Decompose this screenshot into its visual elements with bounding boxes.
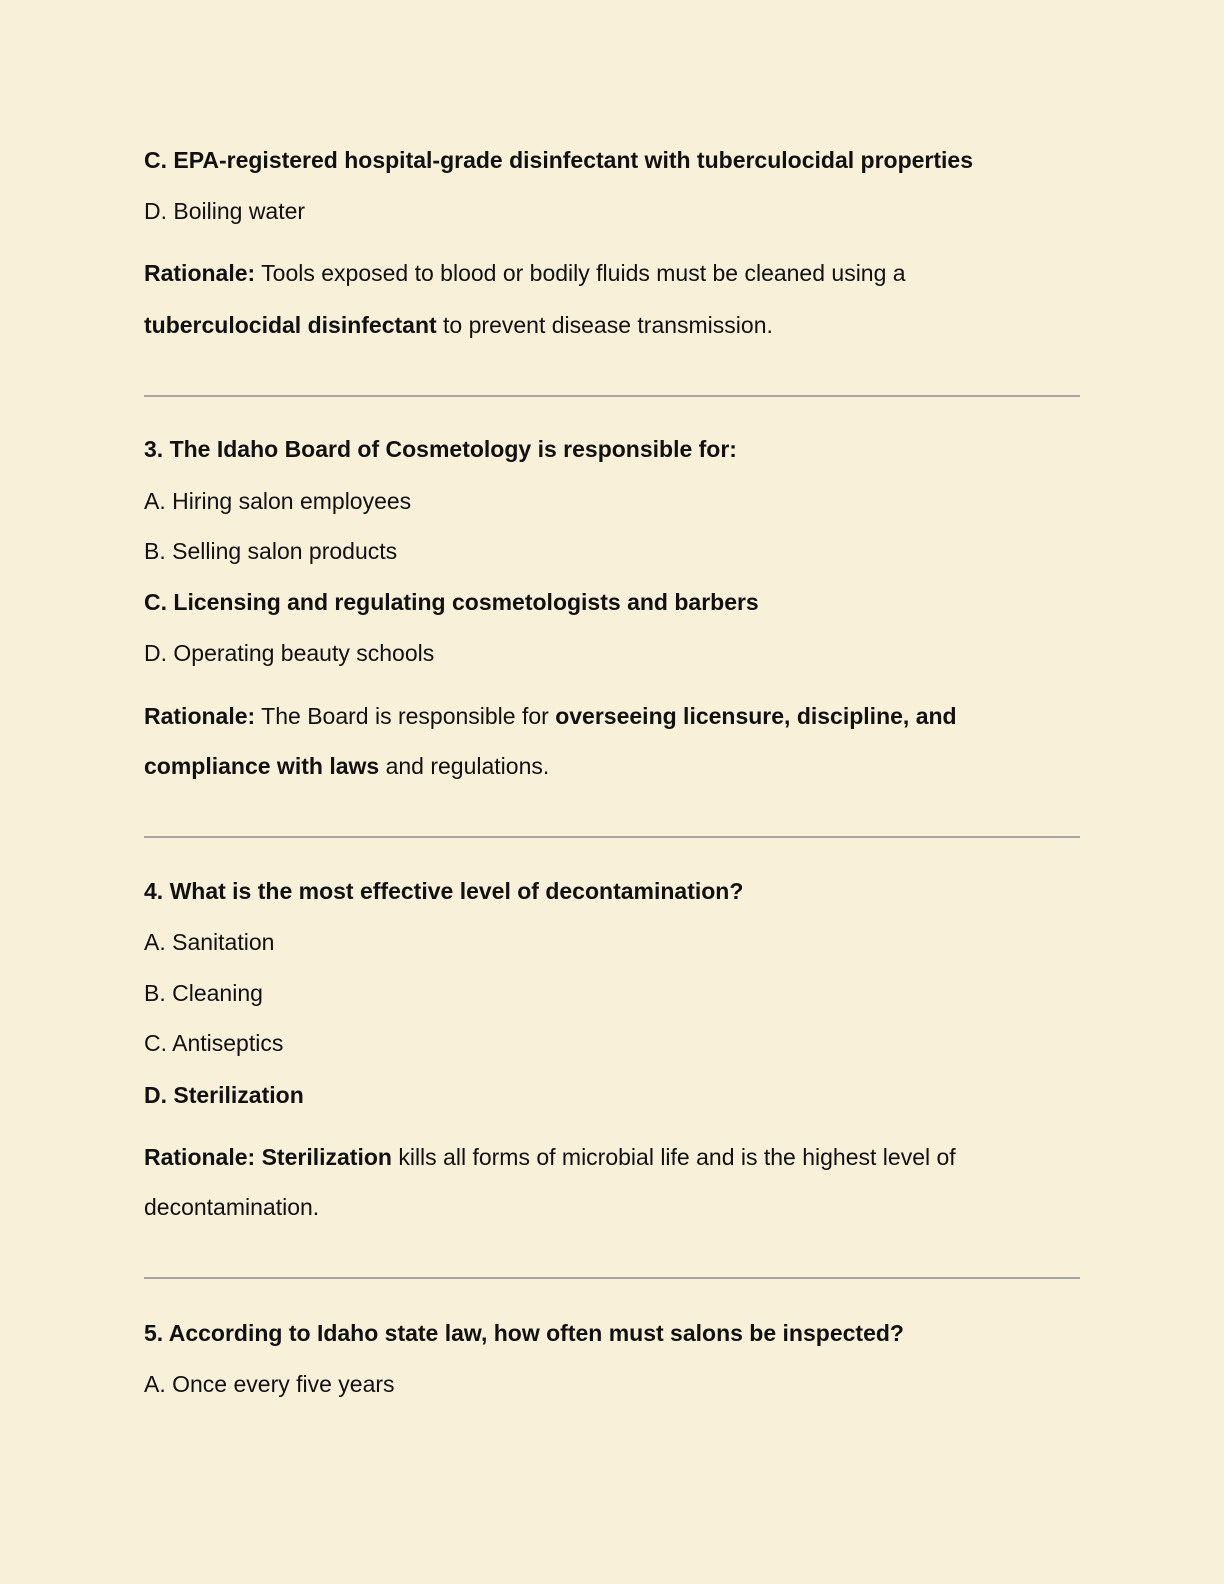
- q4-option-c: C. Antiseptics: [144, 1030, 284, 1056]
- rationale-label: Rationale:: [144, 260, 256, 286]
- q2-rationale-line-1: Rationale: Tools exposed to blood or bodily fluids must be cleaned using a: [144, 260, 906, 286]
- q2-option-c-correct: C. EPA-registered hospital-grade disinfectant with tuberculocidal properties: [144, 147, 973, 173]
- q4-option-a: A. Sanitation: [144, 929, 275, 955]
- q3-option-b: B. Selling salon products: [144, 538, 398, 564]
- rationale-label: Rationale:: [144, 703, 256, 729]
- q2-rationale-line-2: tuberculocidal disinfectant to prevent disease transmission.: [144, 312, 773, 338]
- q4-rationale-line-2: decontamination.: [144, 1194, 320, 1220]
- q3-rationale-line-2: compliance with laws and regulations.: [144, 753, 550, 779]
- section-divider: [144, 395, 1080, 397]
- q4-rationale-line-1: Rationale: Sterilization kills all forms of microbial life and is the highest level of: [144, 1144, 956, 1170]
- q2-option-d: D. Boiling water: [144, 198, 306, 224]
- q5-question: 5. According to Idaho state law, how often must salons be inspected?: [144, 1320, 904, 1346]
- q4-option-d-correct: D. Sterilization: [144, 1082, 304, 1108]
- q3-question: 3. The Idaho Board of Cosmetology is responsible for:: [144, 436, 737, 462]
- rationale-label: Rationale:: [144, 1144, 256, 1170]
- section-divider: [144, 836, 1080, 838]
- q4-option-b: B. Cleaning: [144, 980, 263, 1006]
- q3-option-d: D. Operating beauty schools: [144, 640, 435, 666]
- q3-option-a: A. Hiring salon employees: [144, 488, 412, 514]
- q5-option-a: A. Once every five years: [144, 1371, 395, 1397]
- q4-question: 4. What is the most effective level of decontamination?: [144, 878, 744, 904]
- q3-rationale-line-1: Rationale: The Board is responsible for overseeing licensure, discipline, and: [144, 703, 957, 729]
- section-divider: [144, 1277, 1080, 1279]
- q3-option-c-correct: C. Licensing and regulating cosmetologists and barbers: [144, 589, 759, 615]
